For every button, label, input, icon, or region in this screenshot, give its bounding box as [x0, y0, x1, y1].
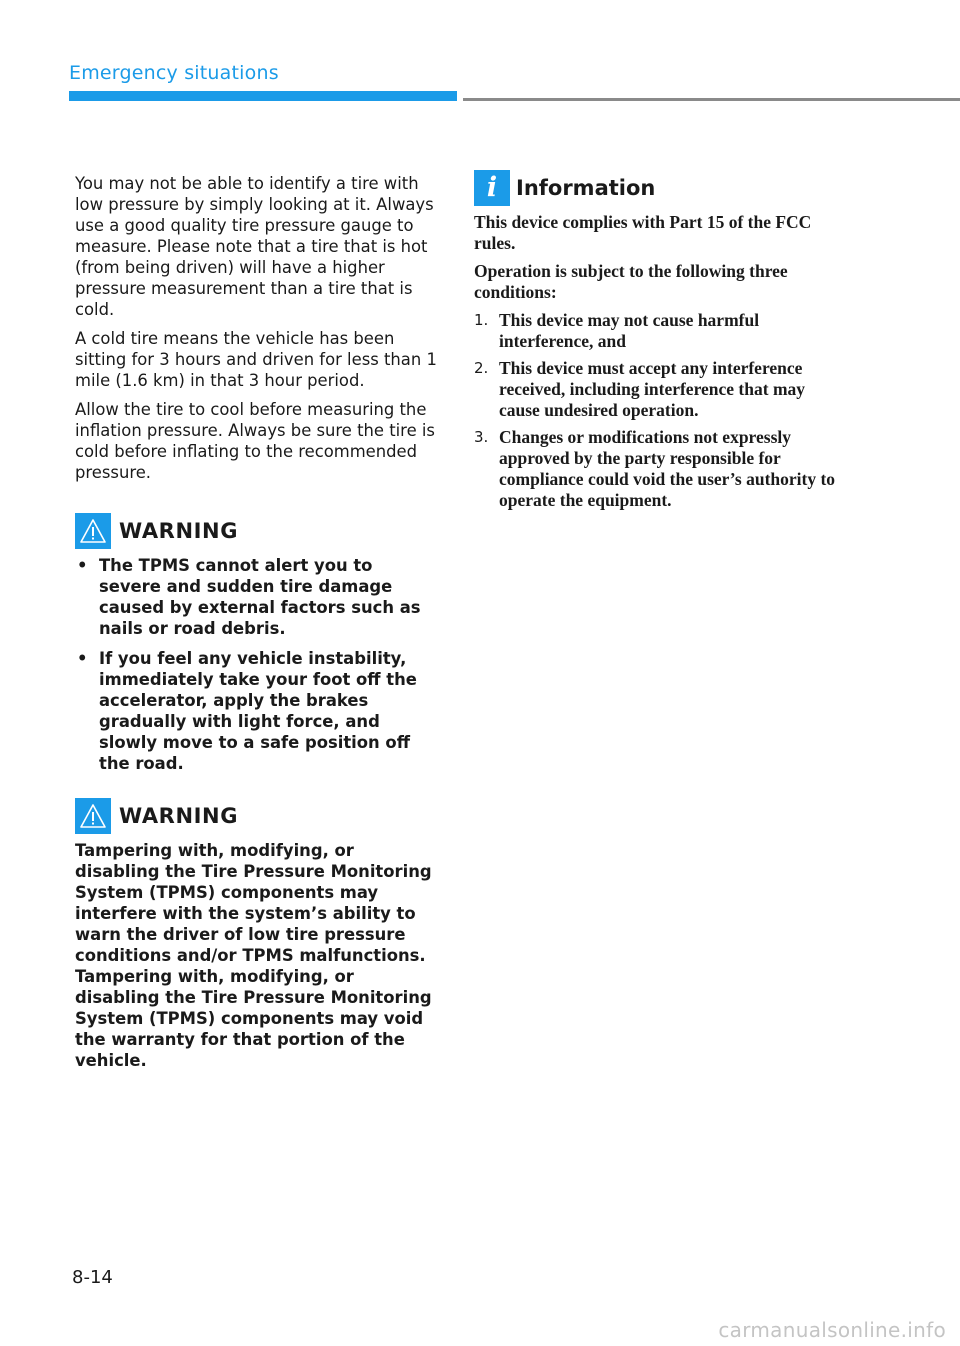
warning-title: WARNING [119, 519, 239, 543]
item-number: 1. [474, 311, 489, 329]
list-item [75, 648, 440, 774]
item-number: 2. [474, 359, 489, 377]
item-text: Changes or modifications not expressly approved by the party responsible for compliance could void the user’s authority to operate the equipment. [499, 427, 836, 510]
paragraph: Allow the tire to cool before measuring the inflation pressure. Always be sure the tire is cold before inflating to the recommended pressure. [75, 400, 435, 482]
list-item [474, 310, 844, 352]
information-title: Information [516, 176, 656, 200]
conditions-list [474, 310, 844, 511]
item-number: 3. [474, 428, 489, 446]
item-text: This device must accept any interference received, including interference that may cause undesired operation. [499, 358, 806, 420]
warning-heading [75, 798, 440, 834]
item-text: This device may not cause harmful interference, and [499, 310, 760, 351]
information-glyph: i [486, 172, 498, 203]
header-rule [463, 98, 960, 101]
warning-triangle-icon [75, 513, 111, 549]
warning-text: Tampering with, modifying, or disabling the Tire Pressure Monitoring System (TPMS) components may interfere with the system’s ability to warn the driver of low tire pressure conditions and/or TPMS malfunctions. Tampering with, modifying, or disabling the Tire Pressure Monitoring System (TPMS) components may void the warranty for that portion of the vehicle. [75, 841, 432, 1070]
paragraph: You may not be able to identify a tire with low pressure by simply looking at it. Always use a good quality tire pressure gauge to measure. Please note that a tire that is hot (from being driven) will have a higher pressure measurement than a tire that is cold. [75, 174, 434, 319]
left-column [75, 173, 440, 1071]
watermark: carmanualsonline.info [718, 1318, 946, 1342]
warning-title: WARNING [119, 804, 239, 828]
information-intro: This device complies with Part 15 of the FCC rules. [474, 212, 812, 253]
warning-bullet-list [75, 555, 440, 774]
paragraph: A cold tire means the vehicle has been sitting for 3 hours and driven for less than 1 mile (1.6 km) in that 3 hour period. [75, 329, 437, 390]
bullet-text: The TPMS cannot alert you to severe and sudden tire damage caused by external factors such as nails or road debris. [99, 556, 421, 638]
right-column [474, 170, 844, 517]
bullet-icon: • [77, 649, 88, 668]
warning-heading [75, 513, 440, 549]
header-accent-bar [69, 91, 457, 101]
bullet-icon: • [77, 556, 88, 575]
bullet-text: If you feel any vehicle instability, immediately take your foot off the accelerator, apply the brakes gradually with light force, and slowly move to a safe position off the road. [99, 649, 417, 773]
information-heading [474, 170, 844, 206]
information-intro: Operation is subject to the following three conditions: [474, 261, 788, 302]
page-number: 8-14 [72, 1267, 113, 1288]
list-item [75, 555, 440, 639]
warning-triangle-icon [75, 798, 111, 834]
information-icon [474, 170, 510, 206]
list-item [474, 358, 844, 421]
section-title: Emergency situations [69, 62, 279, 84]
list-item [474, 427, 844, 511]
